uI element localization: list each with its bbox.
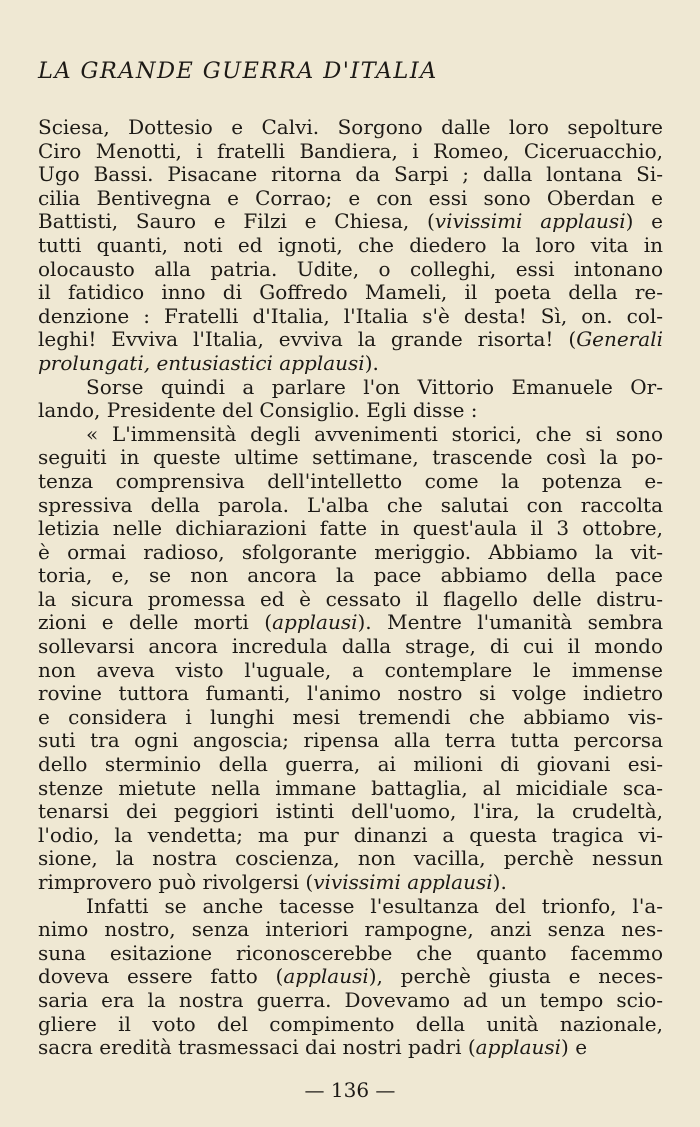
page-number: — 136 — — [304, 1078, 396, 1102]
text-line: saria era la nostra guerra. Dovevamo ad un tempo scio- — [38, 987, 663, 1012]
text-line: sacra eredità trasmessaci dai nostri padri (applausi) e — [38, 1035, 588, 1060]
text-line: « L'immensità degli avvenimenti storici, che si sono — [86, 421, 663, 446]
text-line: sione, la nostra coscienza, non vacilla, perchè nessun — [38, 846, 663, 871]
text-line: è ormai radioso, sfolgorante meriggio. Abbiamo la vit- — [38, 539, 663, 564]
text-line: Ciro Menotti, i fratelli Bandiera, i Romeo, Ciceruacchio, — [38, 138, 663, 163]
text-line: dello sterminio della guerra, ai milioni di giovani esi- — [38, 752, 663, 777]
text-line: tenarsi dei peggiori istinti dell'uomo, l'ira, la crudeltà, — [38, 799, 663, 824]
text-line: prolungati, entusiastici applausi). — [38, 350, 379, 375]
text-line: denzione : Fratelli d'Italia, l'Italia s'è desta! Sì, on. col- — [38, 303, 663, 328]
text-line: Infatti se anche tacesse l'esultanza del trionfo, l'a- — [86, 893, 663, 918]
paragraph — [38, 116, 663, 376]
text-line: doveva essere fatto (applausi), perchè giusta e neces- — [38, 964, 663, 989]
text-line: suna esitazione riconoscerebbe che quanto facemmo — [38, 940, 663, 965]
text-line: stenze mietute nella immane battaglia, al micidiale sca- — [38, 775, 663, 800]
text-line: toria, e, se non ancora la pace abbiamo della pace — [38, 563, 663, 588]
text-line: zioni e delle morti (applausi). Mentre l'umanità sembra — [38, 610, 663, 635]
text-line: sollevarsi ancora incredula dalla strage, di cui il mondo — [38, 634, 663, 659]
text-line: olocausto alla patria. Udite, o colleghi, essi intonano — [38, 256, 663, 281]
text-line: gliere il voto del compimento della unità nazionale, — [38, 1011, 663, 1036]
text-line: rovine tuttora fumanti, l'animo nostro si volge indietro — [38, 681, 663, 706]
text-line: tutti quanti, noti ed ignoti, che diedero la loro vita in — [38, 232, 663, 257]
paragraph — [38, 423, 663, 895]
text-line: rimprovero può rivolgersi (vivissimi applausi). — [38, 870, 507, 894]
text-line: e considera i lunghi mesi tremendi che abbiamo vis- — [38, 704, 663, 729]
text-line: spressiva della parola. L'alba che salutai con raccolta — [38, 492, 663, 517]
paragraph — [38, 895, 663, 1060]
body-text — [38, 116, 663, 1060]
text-line: nimo nostro, senza interiori rampogne, anzi senza nes- — [38, 917, 663, 942]
text-line: suti tra ogni angoscia; ripensa alla terra tutta percorsa — [38, 728, 663, 753]
text-line: la sicura promessa ed è cessato il flagello delle distru- — [38, 586, 663, 611]
text-line: Sciesa, Dottesio e Calvi. Sorgono dalle loro sepolture — [38, 115, 663, 139]
text-line: cilia Bentivegna e Corrao; e con essi sono Oberdan e — [38, 185, 663, 210]
text-line: Ugo Bassi. Pisacane ritorna da Sarpi ; dalla lontana Si- — [38, 162, 663, 187]
text-line: letizia nelle dichiarazioni fatte in quest'aula il 3 ottobre, — [38, 516, 663, 541]
text-line: Battisti, Sauro e Filzi e Chiesa, (vivissimi applausi) e — [38, 209, 663, 234]
text-line: non aveva visto l'uguale, a contemplare le immense — [38, 657, 663, 682]
text-line: leghi! Evviva l'Italia, evviva la grande risorta! (Generali — [38, 327, 663, 352]
text-line: seguiti in queste ultime settimane, trascende così la po- — [38, 445, 663, 470]
text-line: l'odio, la vendetta; ma pur dinanzi a questa tragica vi- — [38, 822, 663, 847]
paragraph — [38, 376, 663, 423]
text-line: tenza comprensiva dell'intelletto come la potenza e- — [38, 468, 663, 493]
text-line: il fatidico inno di Goffredo Mameli, il poeta della re- — [38, 280, 663, 305]
text-line: lando, Presidente del Consiglio. Egli disse : — [38, 398, 478, 423]
text-line: Sorse quindi a parlare l'on Vittorio Emanuele Or- — [86, 374, 663, 399]
running-head: LA GRANDE GUERRA D'ITALIA — [38, 58, 438, 84]
